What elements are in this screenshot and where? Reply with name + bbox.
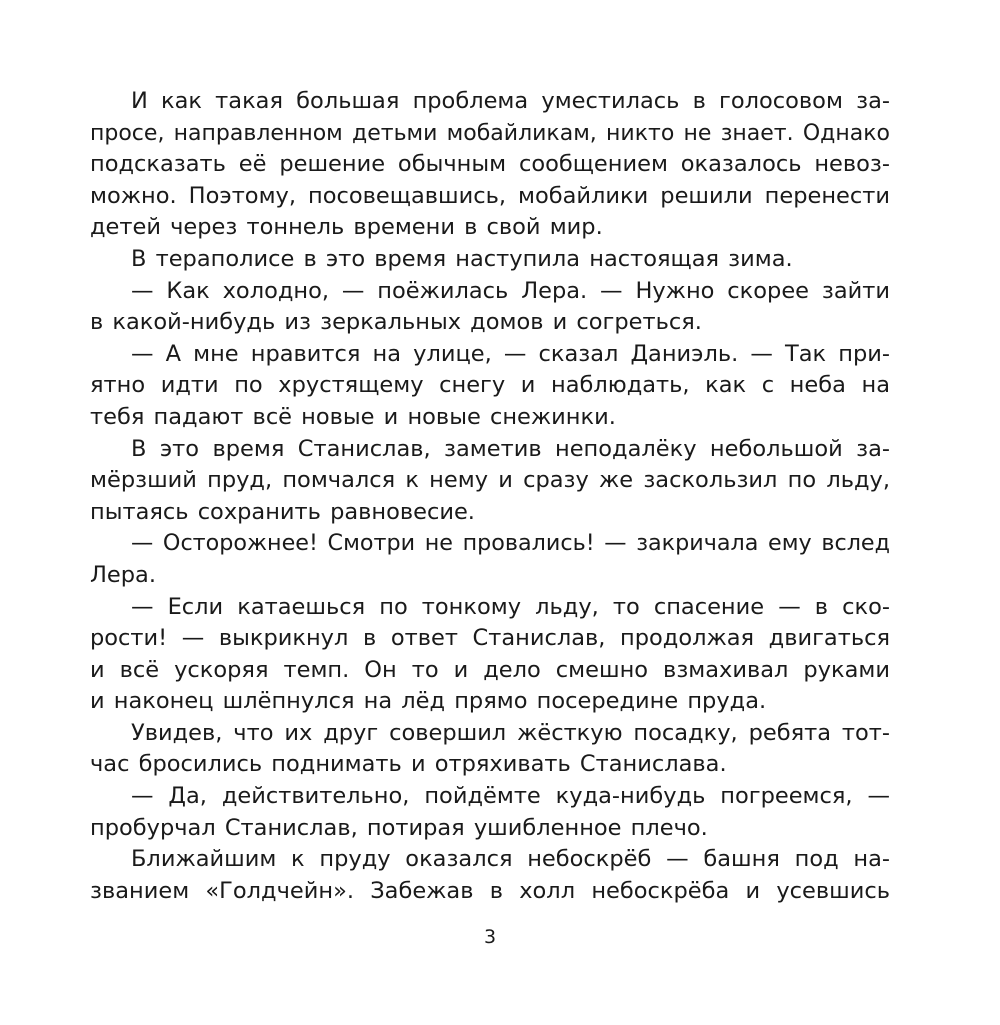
text-line: детей через тоннель времени в свой мир.	[90, 214, 603, 241]
text-line: Лера.	[90, 561, 156, 588]
text-line: мёрзший пруд, помчался к нему и сразу же заскользил по льду,	[90, 467, 890, 494]
text-line: — А мне нравится на улице, — сказал Даниэль. — Так при-	[131, 340, 890, 367]
text-line: можно. Поэтому, посовещавшись, мобайлики решили перенести	[90, 182, 890, 209]
text-line: рости! — выкрикнул в ответ Станислав, продолжая двигаться	[90, 625, 890, 652]
text-line: — Если катаешься по тонкому льду, то спасение — в ско-	[131, 593, 890, 620]
text-line: ятно идти по хрустящему снегу и наблюдать, как с неба на	[90, 372, 890, 399]
text-line: — Да, действительно, пойдёмте куда-нибудь погреемся, —	[131, 783, 890, 810]
text-line: и всё ускоряя темп. Он то и дело смешно взмахивал руками	[90, 656, 890, 683]
text-line: В тераполисе в это время наступила настоящая зима.	[131, 245, 793, 272]
text-line: — Осторожнее! Смотри не провались! — закричала ему вслед	[131, 530, 890, 557]
text-line: званием «Голдчейн». Забежав в холл небоскрёба и усевшись	[90, 877, 890, 904]
text-line: пытаясь сохранить равновесие.	[90, 498, 475, 525]
text-line: час бросились поднимать и отряхивать Станислава.	[90, 751, 727, 778]
page-number: 3	[483, 926, 497, 948]
text-line: Увидев, что их друг совершил жёсткую посадку, ребята тот-	[131, 719, 890, 746]
text-line: И как такая большая проблема уместилась в голосовом за-	[131, 88, 890, 114]
text-line: и наконец шлёпнулся на лёд прямо посередине пруда.	[90, 688, 767, 715]
text-line: подсказать её решение обычным сообщением оказалось невоз-	[90, 151, 890, 178]
text-line: — Как холодно, — поёжилась Лера. — Нужно скорее зайти	[131, 277, 890, 304]
text-line: Ближайшим к пруду оказался небоскрёб — башня под на-	[131, 846, 890, 873]
text-line: В это время Станислав, заметив неподалёку небольшой за-	[131, 435, 890, 462]
text-line: тебя падают всё новые и новые снежинки.	[90, 403, 616, 430]
body-text	[90, 86, 890, 907]
text-line: в какой-нибудь из зеркальных домов и согреться.	[90, 309, 702, 336]
text-line: пробурчал Станислав, потирая ушибленное плечо.	[90, 814, 708, 841]
text-line: просе, направленном детьми мобайликам, никто не знает. Однако	[90, 120, 890, 146]
